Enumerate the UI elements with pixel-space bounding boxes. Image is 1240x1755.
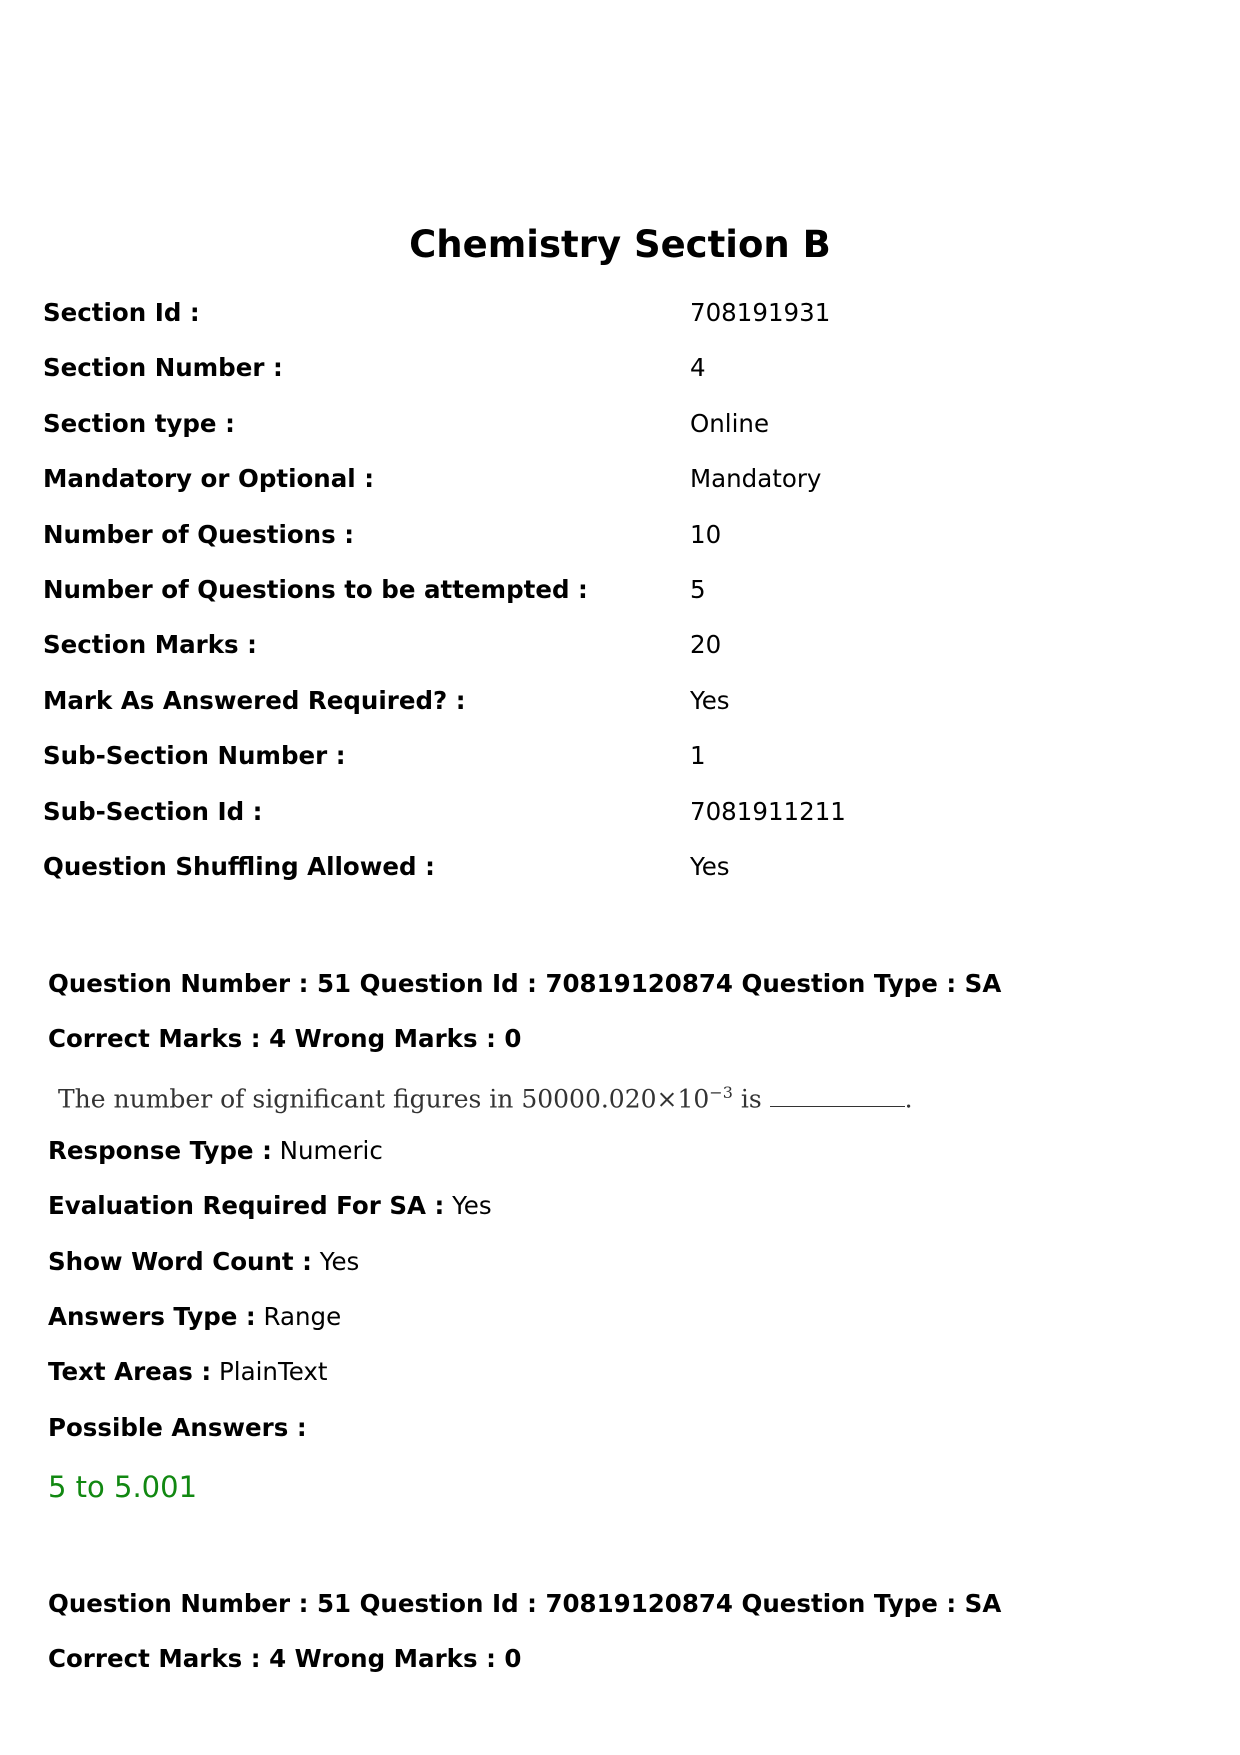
info-row xyxy=(43,842,1193,897)
info-value: 5 xyxy=(690,574,706,604)
info-label: Number of Questions : xyxy=(43,519,355,549)
info-label: Section type : xyxy=(43,408,235,438)
question-marks: Correct Marks : 4 Wrong Marks : 0 xyxy=(48,1644,522,1674)
question-header: Question Number : 51 Question Id : 70819120874 Question Type : SA xyxy=(48,969,1002,998)
info-value: 1 xyxy=(690,741,706,771)
info-label: Number of Questions to be attempted : xyxy=(43,574,588,604)
info-label: Mark As Answered Required? : xyxy=(43,685,466,715)
info-row xyxy=(43,620,1193,675)
info-row xyxy=(43,343,1193,398)
info-value: 4 xyxy=(690,353,706,383)
info-row xyxy=(43,676,1193,731)
info-value: 7081911211 xyxy=(690,796,846,826)
info-row xyxy=(43,399,1193,454)
info-row xyxy=(43,288,1193,343)
evaluation-required: Evaluation Required For SA : Yes xyxy=(48,1191,492,1221)
section-info-table xyxy=(43,288,1193,897)
possible-answers-label: Possible Answers : xyxy=(48,1412,307,1442)
page-title: Chemistry Section B xyxy=(409,223,831,266)
info-value: Online xyxy=(690,408,770,438)
info-value: 20 xyxy=(690,630,722,660)
question-block-51-repeat xyxy=(48,1576,1198,1687)
info-row xyxy=(43,787,1193,842)
info-row xyxy=(43,510,1193,565)
response-type: Response Type : Numeric xyxy=(48,1135,383,1165)
exponent: −3 xyxy=(709,1082,733,1102)
info-row xyxy=(43,565,1193,620)
answer-blank xyxy=(770,1088,905,1107)
info-value: 708191931 xyxy=(690,298,831,327)
info-value: 10 xyxy=(690,519,722,549)
info-row xyxy=(43,454,1193,509)
answers-type: Answers Type : Range xyxy=(48,1301,342,1331)
info-label: Sub-Section Id : xyxy=(43,796,263,826)
info-value: Mandatory xyxy=(690,464,822,494)
info-label: Sub-Section Number : xyxy=(43,741,346,771)
info-label: Section Marks : xyxy=(43,630,257,660)
question-block-51 xyxy=(48,956,1198,1517)
info-value: Yes xyxy=(690,685,730,715)
question-marks: Correct Marks : 4 Wrong Marks : 0 xyxy=(48,1024,522,1054)
question-header: Question Number : 51 Question Id : 70819120874 Question Type : SA xyxy=(48,1589,1002,1618)
show-word-count: Show Word Count : Yes xyxy=(48,1246,360,1276)
info-value: Yes xyxy=(690,851,730,881)
info-label: Section Id : xyxy=(43,298,200,327)
info-label: Mandatory or Optional : xyxy=(43,464,375,494)
text-areas: Text Areas : PlainText xyxy=(48,1357,328,1387)
question-text: The number of significant figures in $50000.020\times 10^{-3}$ is . xyxy=(58,1082,913,1114)
info-label: Question Shuffling Allowed : xyxy=(43,851,435,881)
possible-answers-value: 5 to 5.001 xyxy=(48,1470,198,1505)
info-label: Section Number : xyxy=(43,353,283,383)
info-row xyxy=(43,731,1193,786)
